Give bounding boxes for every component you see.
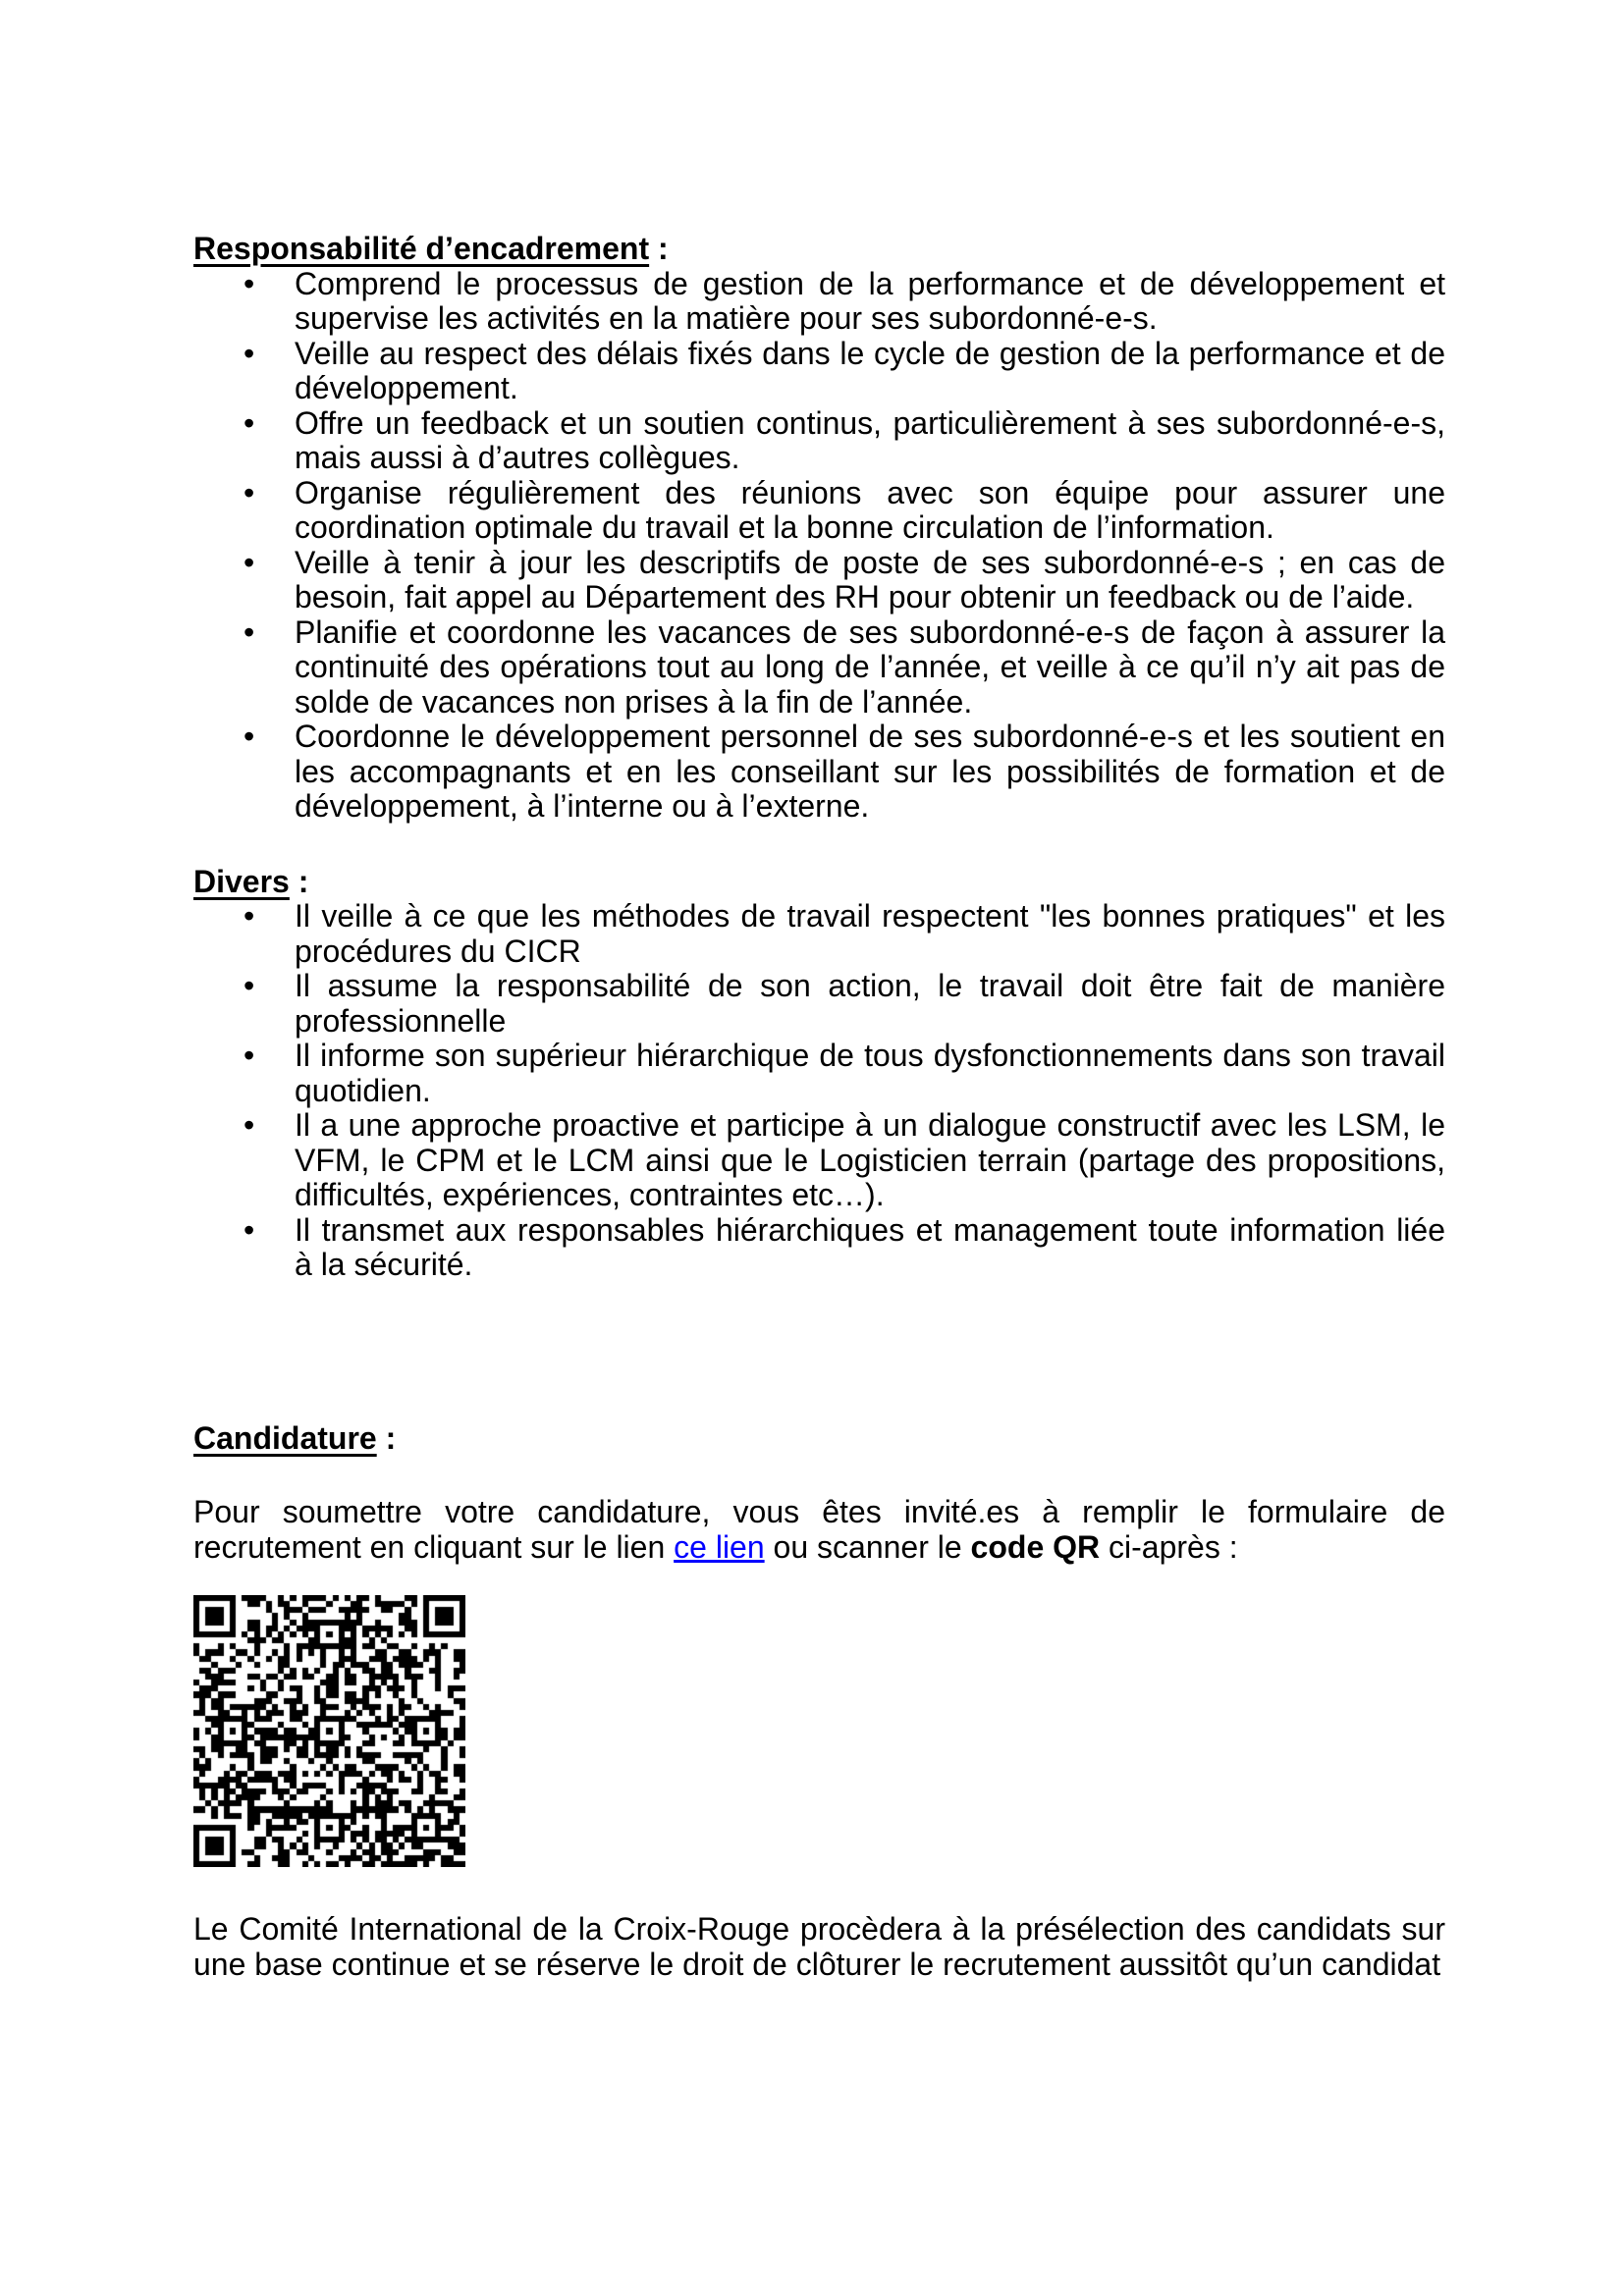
list-item: • Organise régulièrement des réunions avec son équipe pour assurer une coordination optimale du travail et la bonne circulation de l’information.	[193, 476, 1445, 546]
list-item: • Il assume la responsabilité de son action, le travail doit être fait de manière professionnelle	[193, 969, 1445, 1039]
list-item: • Comprend le processus de gestion de la performance et de développement et supervise les activités en la matière pour ses subordonné-e-s.	[193, 267, 1445, 337]
section-heading-divers	[193, 865, 1445, 900]
list-item: • Il transmet aux responsables hiérarchiques et management toute information liée à la sécurité.	[193, 1213, 1445, 1283]
intro-text-before-link: Pour soumettre votre candidature, vous êtes invité.es à remplir le formulaire de recrutement en cliquant sur le lien	[193, 1494, 1445, 1565]
section-heading-candidature	[193, 1421, 1445, 1457]
intro-text-between: ou scanner le	[764, 1528, 971, 1565]
qr-code-image	[193, 1595, 465, 1867]
list-item: • Il a une approche proactive et participe à un dialogue constructif avec les LSM, le VFM, le CPM et le LCM ainsi que le Logisticien terrain (partage des propositions, difficultés, expériences, contraintes etc…).	[193, 1108, 1445, 1213]
list-item: • Coordonne le développement personnel de ses subordonné-e-s et les soutient en les accompagnants et en les conseillant sur les possibilités de formation et de développement, à l’interne ou à l’externe.	[193, 720, 1445, 825]
recruitment-form-link[interactable]: ce lien	[674, 1528, 765, 1565]
list-item: • Il informe son supérieur hiérarchique de tous dysfonctionnements dans son travail quotidien.	[193, 1039, 1445, 1108]
list-item: • Veille au respect des délais fixés dans le cycle de gestion de la performance et de développement.	[193, 337, 1445, 406]
list-item: • Il veille à ce que les méthodes de travail respectent "les bonnes pratiques" et les procédures du CICR	[193, 899, 1445, 969]
list-item: • Veille à tenir à jour les descriptifs de poste de ses subordonné-e-s ; en cas de besoin, fait appel au Département des RH pour obtenir un feedback ou de l’aide.	[193, 546, 1445, 615]
closing-paragraph: Le Comité International de la Croix-Rouge procèdera à la présélection des candidats sur une base continue et se réserve le droit de clôturer le recrutement aussitôt qu’un candidat	[193, 1911, 1445, 1982]
bullet-list-encadrement	[193, 267, 1445, 825]
heading-colon: :	[376, 1419, 397, 1456]
list-item: • Offre un feedback et un soutien continus, particulièrement à ses subordonné-e-s, mais aussi à d’autres collègues.	[193, 406, 1445, 476]
heading-colon: :	[649, 231, 669, 266]
bullet-list-divers	[193, 899, 1445, 1283]
section-heading-divers-label: Divers	[193, 863, 290, 899]
intro-text-after: ci-après :	[1100, 1528, 1238, 1565]
candidature-intro-paragraph	[193, 1495, 1445, 1565]
section-heading-responsabilite-label: Responsabilité d’encadrement	[193, 231, 650, 266]
section-heading-responsabilite	[193, 232, 1445, 267]
heading-colon: :	[289, 863, 309, 899]
intro-bold-code-qr: code QR	[970, 1528, 1101, 1565]
section-heading-candidature-label: Candidature	[193, 1419, 377, 1456]
list-item: • Planifie et coordonne les vacances de ses subordonné-e-s de façon à assurer la continuité des opérations tout au long de l’année, et veille à ce qu’il n’y ait pas de solde de vacances non prises à la fin de l’année.	[193, 615, 1445, 721]
